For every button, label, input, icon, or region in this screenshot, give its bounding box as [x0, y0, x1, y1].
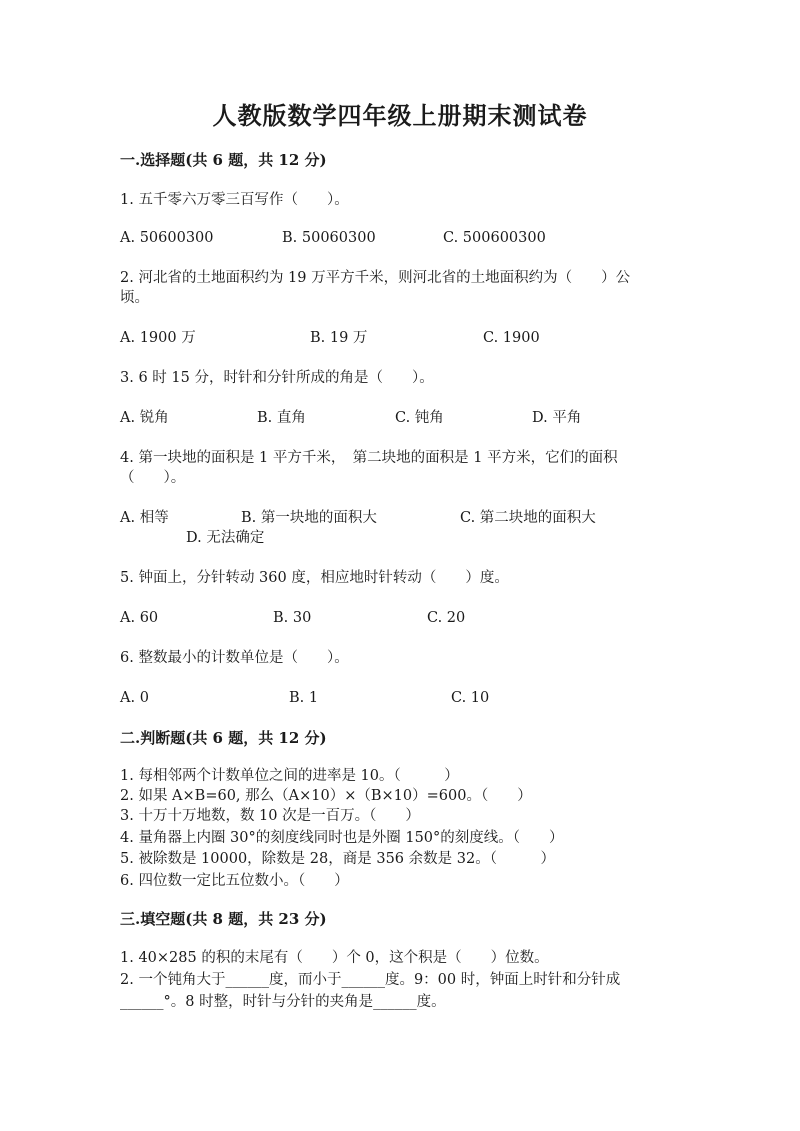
page-title: 人教版数学四年级上册期末测试卷 — [212, 101, 588, 130]
question-4-option-d: D. 无法确定 — [186, 530, 265, 546]
question-2-stem-line2: 顷。 — [120, 290, 149, 306]
fill-blank-item-2-line2: ______°。8 时整，时针与分针的夹角是______度。 — [120, 994, 446, 1010]
section-heading-fill-blank: 三.填空题(共 8 题，共 23 分) — [120, 910, 327, 928]
question-6-option-a: A. 0 — [120, 690, 149, 706]
question-5-option-c: C. 20 — [427, 610, 466, 626]
fill-blank-item-2-line1: 2. 一个钝角大于______度，而小于______度。9：00 时，钟面上时针和分针成 — [120, 972, 621, 988]
question-3-option-a: A. 锐角 — [120, 410, 169, 426]
fill-blank-item-1: 1. 40×285 的积的末尾有（ ）个 0，这个积是（ ）位数。 — [120, 950, 549, 966]
judgement-item-1: 1. 每相邻两个计数单位之间的进率是 10。（ ） — [120, 768, 459, 784]
question-1-option-a: A. 50600300 — [120, 230, 214, 246]
question-4-option-b: B. 第一块地的面积大 — [241, 510, 377, 526]
question-2-stem-line1: 2. 河北省的土地面积约为 19 万平方千米，则河北省的土地面积约为（ ）公 — [120, 270, 631, 286]
judgement-item-2: 2. 如果 A×B=60, 那么（A×10）×（B×10）=600。（ ） — [120, 788, 532, 804]
question-4-option-a: A. 相等 — [120, 510, 169, 526]
question-1-option-b: B. 50060300 — [282, 230, 376, 246]
section-heading-judgement: 二.判断题(共 6 题，共 12 分) — [120, 729, 327, 747]
question-2-option-c: C. 1900 — [483, 330, 540, 346]
question-2-option-a: A. 1900 万 — [120, 330, 196, 346]
judgement-item-3: 3. 十万十万地数，数 10 次是一百万。（ ） — [120, 808, 420, 824]
question-2-option-b: B. 19 万 — [310, 330, 368, 346]
question-6-stem: 6. 整数最小的计数单位是（ ）。 — [120, 650, 349, 666]
question-4-stem-line1: 4. 第一块地的面积是 1 平方千米， 第二块地的面积是 1 平方米，它们的面积 — [120, 450, 618, 466]
question-1-option-c: C. 500600300 — [443, 230, 546, 246]
question-5-option-b: B. 30 — [273, 610, 312, 626]
question-3-option-c: C. 钝角 — [395, 410, 444, 426]
question-3-stem: 3. 6 时 15 分，时针和分针所成的角是（ ）。 — [120, 370, 434, 386]
judgement-item-6: 6. 四位数一定比五位数小。（ ） — [120, 873, 349, 889]
question-5-option-a: A. 60 — [120, 610, 159, 626]
judgement-item-4: 4. 量角器上内圈 30°的刻度线同时也是外圈 150°的刻度线。（ ） — [120, 830, 564, 846]
question-3-option-b: B. 直角 — [257, 410, 306, 426]
question-5-stem: 5. 钟面上，分针转动 360 度，相应地时针转动（ ）度。 — [120, 570, 509, 586]
question-1-stem: 1. 五千零六万零三百写作（ ）。 — [120, 192, 349, 208]
section-heading-choice: 一.选择题(共 6 题，共 12 分) — [120, 151, 327, 169]
question-3-option-d: D. 平角 — [532, 410, 582, 426]
question-4-option-c: C. 第二块地的面积大 — [460, 510, 596, 526]
judgement-item-5: 5. 被除数是 10000，除数是 28，商是 356 余数是 32。（ ） — [120, 851, 555, 867]
question-6-option-b: B. 1 — [289, 690, 319, 706]
question-4-stem-line2: （ ）。 — [120, 470, 186, 486]
question-6-option-c: C. 10 — [451, 690, 490, 706]
